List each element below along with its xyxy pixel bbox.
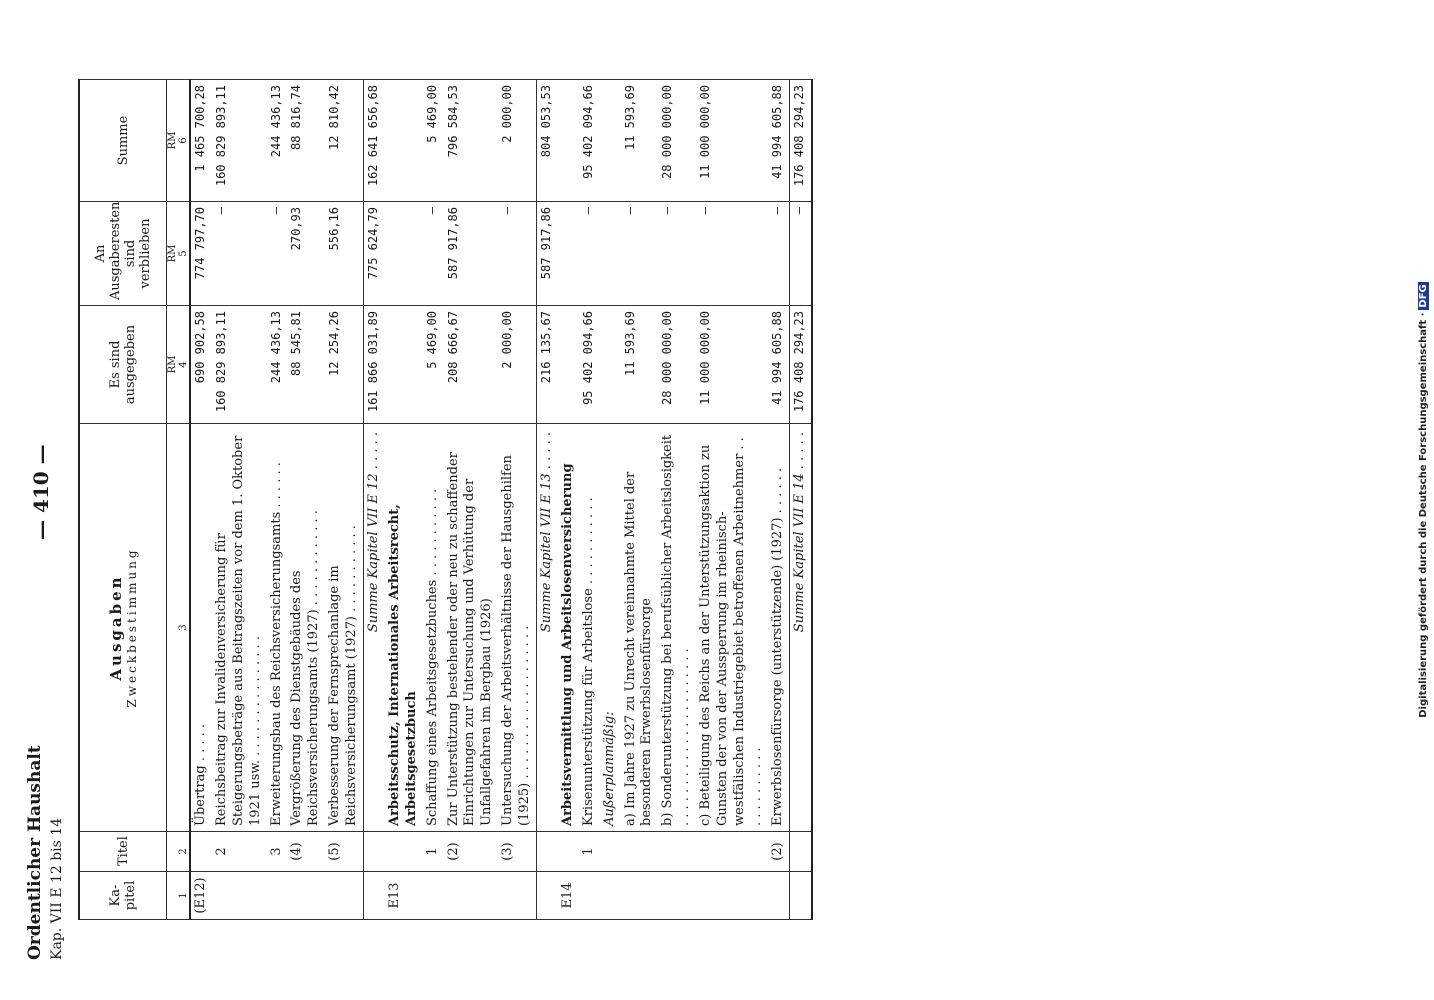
sum-amount-cell: 88 816,74 [287,80,325,202]
running-header [25,40,75,960]
remaining-amount-cell: — [621,202,659,306]
col-purpose-subtitle: Zweckbestimmung [125,547,139,708]
purpose-cell: Erweiterungsbau des Reichsversicherungsamts . . . . . . [267,424,288,832]
credit-text: Digitalisierung gefördert durch die Deutsche Forschungsgemeinschaft · [1418,312,1429,718]
spent-amount-cell [558,306,579,424]
table-row [498,80,536,920]
kapitel-cell [621,872,659,920]
col-kapitel-header: Ka-pitel [79,872,167,920]
titel-cell [789,832,811,872]
section-row [385,80,423,920]
titel-cell [537,832,558,872]
spent-amount-cell: 244 436,13 [267,306,288,424]
currency-label: RM [167,80,179,202]
section-row [558,80,579,920]
column-number: 2 [178,832,190,872]
col-purpose-title: Ausgaben [107,574,125,681]
remaining-amount-cell: 587 917,86 [537,202,558,306]
sum-amount-cell: 28 000 000,00 [658,80,696,202]
column-number: 5 [178,202,190,306]
titel-cell [364,832,385,872]
remaining-amount-cell: — [498,202,536,306]
column-number: 1 [178,872,190,920]
sum-amount-cell: 95 402 094,66 [579,80,600,202]
remaining-amount-cell [600,202,621,306]
table-row [325,80,363,920]
sum-amount-cell: 796 584,53 [444,80,499,202]
titel-cell: 1 [579,832,600,872]
budget-title: Ordentlicher Haushalt [25,745,45,960]
spent-amount-cell [385,306,423,424]
kapitel-cell [423,872,444,920]
kapitel-cell: E13 [385,872,423,920]
kapitel-cell [696,872,768,920]
kapitel-cell [364,872,385,920]
table-row [600,80,621,920]
col-remaining-header: An Ausgaberesten sind verblieben [79,202,167,306]
spent-amount-cell: 88 545,81 [287,306,325,424]
col-sum-header: Summe [79,80,167,202]
kapitel-cell [579,872,600,920]
purpose-cell: Untersuchung der Arbeitsverhältnisse der Hausgehilfen (1925) . . . . . . . . . . . . . . . . . . . [498,424,536,832]
purpose-cell: Summe Kapitel VII E 13 . . . . . [537,424,558,832]
currency-row [167,80,179,920]
remaining-amount-cell: — [267,202,288,306]
remaining-amount-cell: — [789,202,811,306]
spent-amount-cell [600,306,621,424]
purpose-cell: Verbesserung der Fernsprechanlage im Reichsversicherungsamt (1927) . . . . . . . . . . . [325,424,363,832]
remaining-amount-cell [385,202,423,306]
remaining-amount-cell: 774 797,70 [190,202,212,306]
spent-amount-cell: 28 000 000,00 [658,306,696,424]
sum-amount-cell: 5 469,00 [423,80,444,202]
sum-amount-cell [600,80,621,202]
purpose-cell: Arbeitsvermittlung und Arbeitslosenversicherung [558,424,579,832]
sum-amount-cell: 1 465 700,28 [190,80,212,202]
spent-amount-cell: 176 408 294,23 [789,306,811,424]
sum-amount-cell: 11 000 000,00 [696,80,768,202]
spent-amount-cell: 208 666,67 [444,306,499,424]
titel-cell: (4) [287,832,325,872]
remaining-amount-cell: — [658,202,696,306]
spent-amount-cell: 12 254,26 [325,306,363,424]
sum-row [789,80,811,920]
purpose-cell: Summe Kapitel VII E 12 . . . . . [364,424,385,832]
titel-cell: (5) [325,832,363,872]
purpose-cell: Arbeitsschutz, Internationales Arbeitsrecht, Arbeitsgesetzbuch [385,424,423,832]
table-row [423,80,444,920]
remaining-amount-cell: 556,16 [325,202,363,306]
sum-amount-cell: 160 829 893,11 [212,80,267,202]
purpose-cell: Schaffung eines Arbeitsgesetzbuches . . . . . . . . . . . [423,424,444,832]
column-number: 3 [178,424,190,832]
sum-amount-cell: 804 053,53 [537,80,558,202]
sum-amount-cell: 162 641 656,68 [364,80,385,202]
sum-amount-cell [385,80,423,202]
titel-cell: (2) [768,832,789,872]
sum-amount-cell: 2 000,00 [498,80,536,202]
titel-cell: 3 [267,832,288,872]
kapitel-cell [287,872,325,920]
spent-amount-cell: 216 135,67 [537,306,558,424]
kapitel-cell [325,872,363,920]
table-row [444,80,499,920]
footer-rotated [1418,0,1432,1000]
sum-amount-cell: 244 436,13 [267,80,288,202]
titel-cell [558,832,579,872]
remaining-amount-cell: — [768,202,789,306]
table-row [190,80,212,920]
kapitel-cell [212,872,267,920]
currency-label: RM [167,202,179,306]
purpose-cell: Außerplanmäßig: [600,424,621,832]
sum-amount-cell: 41 994 605,88 [768,80,789,202]
purpose-cell: Übertrag . . . . . [190,424,212,832]
sum-amount-cell: 176 408 294,23 [789,80,811,202]
remaining-amount-cell: 775 624,79 [364,202,385,306]
budget-rows [190,80,812,920]
titel-cell [696,832,768,872]
column-number-row [178,80,190,920]
table-row [621,80,659,920]
purpose-cell: Vergrößerung des Dienstgebäudes des Reichsversicherungsamts (1927) . . . . . . . . . . . . [287,424,325,832]
table-row [696,80,768,920]
table-row [579,80,600,920]
remaining-amount-cell [558,202,579,306]
spent-amount-cell: 161 866 031,89 [364,306,385,424]
kapitel-cell [768,872,789,920]
kapitel-cell [600,872,621,920]
currency-label: RM [167,306,179,424]
purpose-cell: b) Sonderunterstützung bei berufsüblicher Arbeitslosigkeit . . . . . . . . . . . . . . . . . . . . . . [658,424,696,832]
titel-cell [385,832,423,872]
remaining-amount-cell: 270,93 [287,202,325,306]
titel-cell: 2 [212,832,267,872]
remaining-amount-cell: 587 917,86 [444,202,499,306]
sum-row [537,80,558,920]
kapitel-cell [789,872,811,920]
kapitel-cell: E14 [558,872,579,920]
titel-cell [600,832,621,872]
purpose-cell: c) Beteiligung des Reichs an der Unterstützungsaktion zu Gunsten der von der Aussperrung im rheinisch-westfälischen Industriegebiet betroffenen Arbeitnehmer . . . . . . . . . . . . [696,424,768,832]
spent-amount-cell: 690 902,58 [190,306,212,424]
chapter-range: Kap. VII E 12 bis 14 [49,817,65,960]
col-purpose-header [79,424,167,832]
col-spent-header: Es sind ausgegeben [79,306,167,424]
purpose-cell: Krisenunterstützung für Arbeitslose . . . . . . . . . . . [579,424,600,832]
header-row [79,80,167,920]
titel-cell [658,832,696,872]
table-row [658,80,696,920]
titel-cell: 1 [423,832,444,872]
table-row [267,80,288,920]
kapitel-cell [658,872,696,920]
remaining-amount-cell: — [579,202,600,306]
sum-amount-cell: 12 810,42 [325,80,363,202]
purpose-cell: Zur Unterstützung bestehender oder neu zu schaffender Einrichtungen zur Untersuchung und Verhütung der Unfallgefahren im Bergbau (1926) [444,424,499,832]
kapitel-cell: (E12) [190,872,212,920]
titel-cell: (3) [498,832,536,872]
remaining-amount-cell: — [696,202,768,306]
budget-table [78,79,813,920]
kapitel-cell [498,872,536,920]
purpose-cell: a) Im Jahre 1927 zu Unrecht vereinnahmte Mittel der besonderen Erwerbslosenfürsorge [621,424,659,832]
sum-amount-cell: 11 593,69 [621,80,659,202]
spent-amount-cell: 11 593,69 [621,306,659,424]
dfg-logo: DFG [1418,284,1429,308]
kapitel-cell [444,872,499,920]
kapitel-cell [537,872,558,920]
sum-amount-cell [558,80,579,202]
spent-amount-cell: 95 402 094,66 [579,306,600,424]
column-number: 4 [178,306,190,424]
titel-cell: (2) [444,832,499,872]
sum-row [364,80,385,920]
column-number: 6 [178,80,190,202]
kapitel-cell [267,872,288,920]
purpose-cell: Erwerbslosenfürsorge (unterstützende) (1927) . . . . . . [768,424,789,832]
spent-amount-cell: 2 000,00 [498,306,536,424]
spent-amount-cell: 160 829 893,11 [212,306,267,424]
table-row [768,80,789,920]
spent-amount-cell: 11 000 000,00 [696,306,768,424]
table-row [287,80,325,920]
remaining-amount-cell: — [423,202,444,306]
titel-cell [190,832,212,872]
spent-amount-cell: 5 469,00 [423,306,444,424]
titel-cell [621,832,659,872]
col-titel-header: Titel [79,832,167,872]
spent-amount-cell: 41 994 605,88 [768,306,789,424]
purpose-cell: Summe Kapitel VII E 14 . . . . . [789,424,811,832]
purpose-cell: Reichsbeitrag zur Invalidenversicherung für Steigerungsbeträge aus Beitragszeiten vor dem 1. Oktober 1921 usw. . . . . . . . . . . . . . . . [212,424,267,832]
remaining-amount-cell: — [212,202,267,306]
digitization-credit [1418,0,1432,1000]
table-row [212,80,267,920]
page-number: — 410 — [29,444,53,540]
